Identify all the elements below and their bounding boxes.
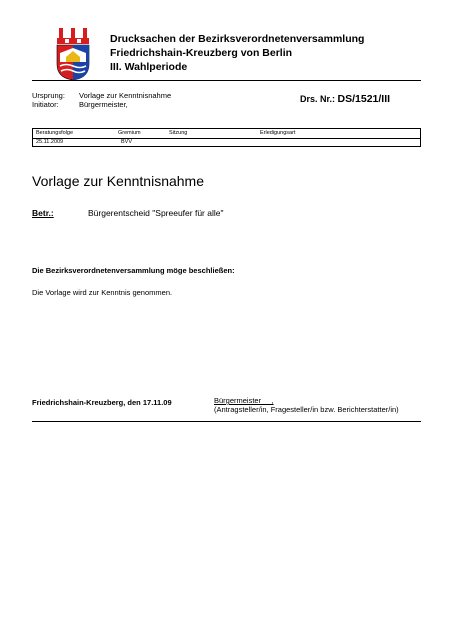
table-header-gremium: Gremium xyxy=(118,130,141,136)
subject-value: Bürgerentscheid "Spreeufer für alle" xyxy=(88,208,224,218)
document-title: Vorlage zur Kenntnisnahme xyxy=(32,173,204,189)
table-header-sitzung: Sitzung xyxy=(169,130,188,136)
drs-value: DS/1521/III xyxy=(337,93,391,105)
footer-rule xyxy=(32,421,421,422)
table-header-erledigungsart: Erledigungsart xyxy=(260,130,296,136)
drucksache-number xyxy=(300,93,390,105)
signature-name: Bürgermeister , xyxy=(214,396,274,405)
header-line-3: III. Wahlperiode xyxy=(110,61,188,73)
initiator-label: Initiator: xyxy=(32,100,59,109)
table-header-beratungsfolge: Beratungsfolge xyxy=(36,130,73,136)
consultation-table xyxy=(32,128,421,147)
district-coat-of-arms-icon xyxy=(56,28,90,80)
table-cell-gremium: BVV xyxy=(121,139,133,145)
header-rule xyxy=(32,80,421,81)
initiator-value: Bürgermeister, xyxy=(79,100,128,109)
ursprung-value: Vorlage zur Kenntnisnahme xyxy=(79,91,172,100)
ursprung-label: Ursprung: xyxy=(32,91,65,100)
subject-label: Betr.: xyxy=(32,208,54,218)
resolution-heading: Die Bezirksverordnetenversammlung möge beschließen: xyxy=(32,266,235,275)
header-line-1: Drucksachen der Bezirksverordnetenversammlung xyxy=(110,33,365,45)
resolution-text: Die Vorlage wird zur Kenntnis genommen. xyxy=(32,288,173,297)
table-cell-date: 25.11.2009 xyxy=(36,139,64,145)
drs-label: Drs. Nr.: xyxy=(300,94,336,104)
header-line-2: Friedrichshain-Kreuzberg von Berlin xyxy=(110,47,293,59)
table-divider xyxy=(33,138,420,139)
signature-place-date: Friedrichshain-Kreuzberg, den 17.11.09 xyxy=(32,398,172,407)
signature-role: (Antragsteller/in, Fragesteller/in bzw. Berichterstatter/in) xyxy=(214,405,399,414)
